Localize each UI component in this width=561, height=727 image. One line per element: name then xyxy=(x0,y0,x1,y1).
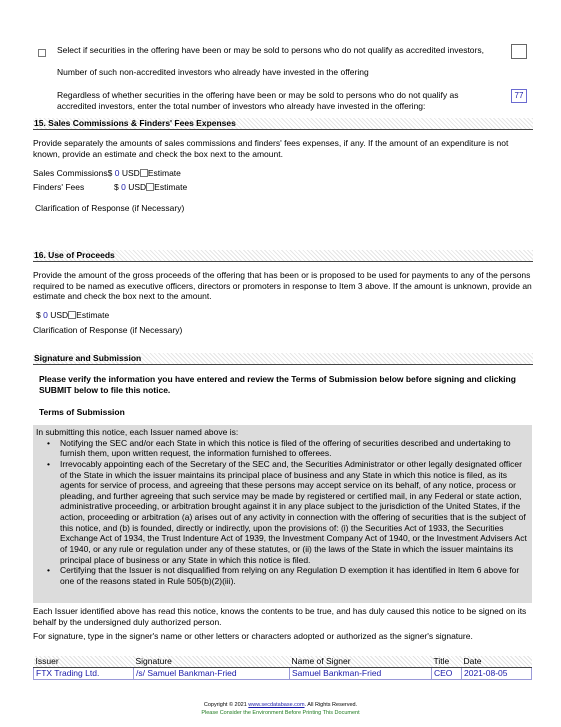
non-accredited-count-label: Number of such non-accredited investors who already have invested in the offering xyxy=(57,67,369,77)
footer-copyright xyxy=(0,702,561,709)
read-notice-text: Each Issuer identified above has read this notice, knows the contents to be true, and has duly caused this notice to be signed on its behalf by the undersigned duly authorized person. xyxy=(33,606,527,627)
non-accredited-checkbox[interactable] xyxy=(38,49,46,57)
non-accredited-select-text: Select if securities in the offering have been or may be sold to persons who do not qualify as accredited investors, xyxy=(57,45,484,55)
section-16-clarification-label: Clarification of Response (if Necessary) xyxy=(33,325,183,335)
rights-text: . All Rights Reserved. xyxy=(304,702,358,708)
finders-estimate-checkbox[interactable] xyxy=(146,183,154,191)
sales-currency-prefix: $ xyxy=(107,168,113,178)
title-cell[interactable]: CEO xyxy=(432,668,462,680)
title-header: Title xyxy=(432,656,462,668)
section-15-instructions: Provide separately the amounts of sales commissions and finders' fees expenses, if any. If the amount of an expenditure is not known, provide an estimate and check the box next to the amount. xyxy=(33,138,509,159)
signature-table-row xyxy=(34,668,532,680)
terms-heading: Terms of Submission xyxy=(39,407,125,417)
finders-unit: USD xyxy=(128,182,147,192)
use-of-proceeds-amount[interactable]: 0 xyxy=(43,310,48,320)
signature-header: Signature xyxy=(134,656,290,668)
terms-intro: In submitting this notice, each Issuer named above is: xyxy=(36,427,239,437)
sales-estimate-label: Estimate xyxy=(147,168,181,178)
proceeds-estimate-label: Estimate xyxy=(76,310,110,320)
non-accredited-count-field[interactable] xyxy=(511,44,527,59)
finders-estimate-label: Estimate xyxy=(154,182,188,192)
terms-item: • Certifying that the Issuer is not disqualified from relying on any Regulation D exemption it has identified in Item 6 above for one of the reasons stated in Rule 505(b)(2)(iii). xyxy=(33,565,528,586)
signature-table-header xyxy=(34,656,532,668)
signature-type-text: For signature, type in the signer's name or other letters or characters adopted or authorized as the signer's signature. xyxy=(33,631,473,641)
terms-item: • Notifying the SEC and/or each State in which this notice is filed of the offering of securities described and undertaking to furnish them, upon written request, the information furnished to offerees. xyxy=(33,438,528,459)
sales-unit: USD xyxy=(121,168,140,178)
signature-cell[interactable]: /s/ Samuel Bankman-Fried xyxy=(134,668,290,680)
use-of-proceeds-row xyxy=(36,310,109,321)
proceeds-unit: USD xyxy=(50,310,69,320)
sales-commissions-label: Sales Commissions xyxy=(33,168,108,178)
signer-name-header: Name of Signer xyxy=(290,656,432,668)
finders-currency-prefix: $ xyxy=(114,182,119,192)
sales-commissions-amount[interactable]: 0 xyxy=(114,168,120,178)
secdatabase-link[interactable]: www.secdatabase.com xyxy=(248,702,305,708)
sales-estimate-checkbox[interactable] xyxy=(140,169,148,177)
terms-list xyxy=(33,438,532,587)
proceeds-estimate-checkbox[interactable] xyxy=(68,311,76,319)
total-investors-field[interactable]: 77 xyxy=(511,89,527,103)
issuer-header: Issuer xyxy=(34,656,134,668)
finders-fees-row xyxy=(114,182,187,193)
sales-commissions-row xyxy=(33,168,181,179)
terms-of-submission-box xyxy=(33,425,532,603)
terms-item: • Irrevocably appointing each of the Secretary of the SEC and, the Securities Administrator or other legally designated officer of the State in which the issuer maintains its principal place of business and any State in which this notice is filed, as its agents for service of process, and agreeing that these persons may accept service on its behalf, of any notice, process or pleading, and further agreeing that such service may be made by registered or certified mail, in any Federal or state action, administrative proceeding, or arbitration brought against it in any place subject to the jurisdiction of the United States, if the action, proceeding or arbitration (a) arises out of any activity in connection with the offering of securities that is the subject of this notice, and (b) is founded, directly or indirectly, upon the provisions of: (i) the Securities Act of 1933, the Securities Exchange Act of 1934, the Trust Indenture Act of 1939, the Investment Company Act of 1940, or the Investment Advisers Act of 1940, or any rule or regulation under any of these statutes, or (ii) the laws of the State in which the issuer maintains its principal place of business or any State in which this notice is filed. xyxy=(33,459,528,565)
verify-instructions: Please verify the information you have entered and review the Terms of Submission below before signing and clicking SUBMIT below to file this notice. xyxy=(39,374,516,395)
date-cell[interactable]: 2021-08-05 xyxy=(462,668,532,680)
date-header: Date xyxy=(462,656,532,668)
finders-fees-label: Finders' Fees xyxy=(33,182,85,192)
signature-table xyxy=(33,656,532,680)
finders-fees-amount[interactable]: 0 xyxy=(121,182,126,192)
proceeds-currency-prefix: $ xyxy=(36,310,41,320)
issuer-cell[interactable]: FTX Trading Ltd. xyxy=(34,668,134,680)
section-16-instructions: Provide the amount of the gross proceeds of the offering that has been or is proposed to be used for payments to any of the persons required to be named as executive officers, directors or promoters in response to Item 3 above. If the amount is unknown, provide an estimate and check the box next to the amount. xyxy=(33,270,532,302)
section-15-heading: 15. Sales Commissions & Finders' Fees Expenses xyxy=(33,118,533,130)
signature-heading: Signature and Submission xyxy=(33,353,533,365)
signer-name-cell[interactable]: Samuel Bankman-Fried xyxy=(290,668,432,680)
total-investors-text: Regardless of whether securities in the offering have been or may be sold to persons who do not qualify as accredited investors, enter the total number of investors who already have invested in the offering: xyxy=(57,90,459,111)
section-15-clarification-label: Clarification of Response (if Necessary) xyxy=(35,203,185,213)
section-16-heading: 16. Use of Proceeds xyxy=(33,250,533,262)
footer-environment-note: Please Consider the Environment Before Printing This Document xyxy=(201,710,360,716)
copyright-text: Copyright © 2021 xyxy=(203,702,247,708)
